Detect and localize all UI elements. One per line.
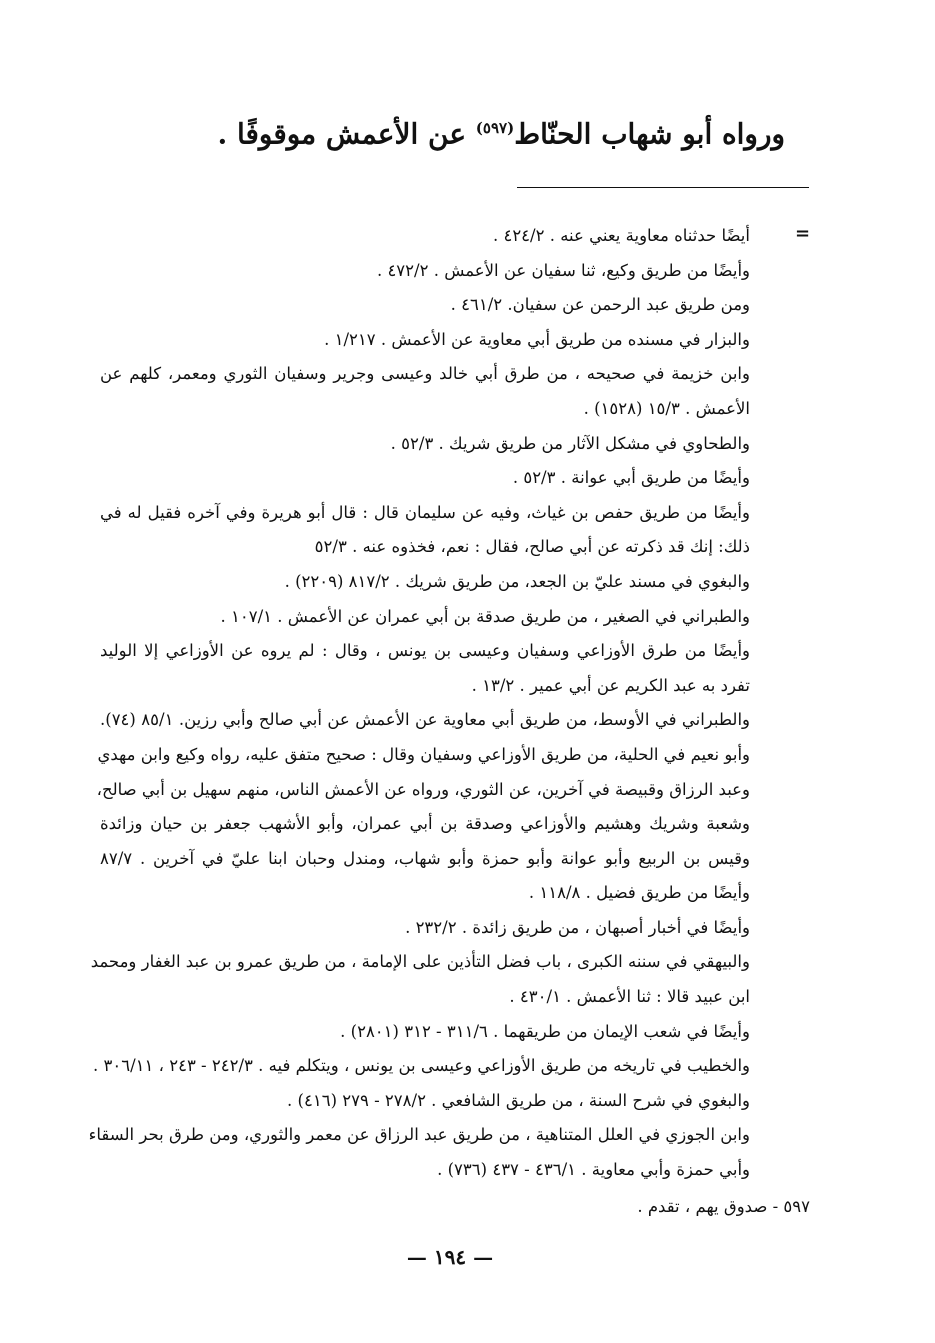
footnote-line: وابن الجوزي في العلل المتناهية ، من طريق عبد الرزاق عن معمر والثوري، ومن طرق بحر السقاء [88, 1125, 750, 1145]
footnote-line: وأبي حمزة وأبي معاوية . ٤٣٦/١ - ٤٣٧ (٧٣٦) . [437, 1160, 750, 1180]
footnote-line: تفرد به عبد الكريم عن أبي عمير . ١٣/٢ . [471, 675, 750, 695]
footnote-line: وأيضًا من طرق الأوزاعي وسفيان وعيسى بن يونس ، وقال : لم يروه عن الأوزاعي إلا الوليد [100, 641, 750, 661]
footnote-line: وقيس بن الربيع وأبو عوانة وأبو حمزة وأبو شهاب، ومندل وحبان ابنا عليّ في آخرين . ٨٧/٧ [100, 848, 750, 868]
footnote-line: وابن خزيمة في صحيحه ، من طرق أبي خالد وعيسى وجرير وسفيان الثوري ومعمر، كلهم عن [100, 364, 750, 384]
footnote-line: وأيضًا من طريق أبي عوانة . ٥٢/٣ . [512, 468, 750, 488]
footnote-597: ٥٩٧ - صدوق يهم ، تقدم . [637, 1197, 810, 1216]
main-text-after: عن الأعمش موقوفًا . [217, 117, 467, 151]
footnote-line: ابن عبيد قالا : ثنا الأعمش . ٤٣٠/١ . [509, 987, 750, 1007]
footnote-line: وأيضًا في أخبار أصبهان ، من طريق زائدة . ٢٣٢/٢ . [405, 917, 750, 937]
main-text-line [217, 108, 785, 154]
footnote-line: والخطيب في تاريخه من طريق الأوزاعي وعيسى بن يونس ، ويتكلم فيه . ٢٤٢/٣ - ٢٤٣ ، ٣٠٦/١١ . [93, 1056, 750, 1076]
footnote-line: وأيضًا في شعب الإيمان من طريقهما . ٣١١/٦ - ٣١٢ (٢٨٠١) . [340, 1021, 750, 1041]
footnote-line: والبغوي في شرح السنة ، من طريق الشافعي . ٢٧٨/٢ - ٢٧٩ (٤١٦) . [287, 1090, 750, 1110]
footnote-line: وأيضًا من طريق وكيع، ثنا سفيان عن الأعمش . ٤٧٢/٢ . [376, 260, 750, 280]
footnote-line: وعبد الرزاق وقبيصة في آخرين، عن الثوري، ورواه عن الأعمش الناس، منهم سهيل بن أبي صالح، [96, 779, 750, 799]
footnote-line: والطبراني في الأوسط، من طريق أبي معاوية عن الأعمش عن أبي صالح وأبي رزين. ٨٥/١ (٧٤). [100, 710, 750, 730]
footnote-line: والبغوي في مسند عليّ بن الجعد، من طريق شريك . ٨١٧/٢ (٢٢٠٩) . [284, 571, 750, 591]
footnote-reference: (٥٩٧) [475, 119, 515, 137]
footnote-line: أيضًا حدثناه معاوية يعني عنه . ٤٢٤/٢ . [492, 226, 750, 245]
footnote-block [88, 219, 750, 1188]
footnote-line: وشعبة وشريك وهشيم والأوزاعي وصدقة بن أبي عمران، وأبو الأشهب جعفر بن حيان وزائدة [100, 814, 750, 834]
footnote-line: والطبراني في الصغير ، من طريق صدقة بن أبي عمران عن الأعمش . ١٠٧/١ . [220, 606, 750, 626]
footnote-line: الأعمش . ١٥/٣ (١٥٢٨) . [583, 398, 750, 418]
main-text-before: ورواه أبو شهاب الحنّاط [514, 117, 785, 151]
footnote-separator [517, 187, 809, 188]
footnote-line: ومن طريق عبد الرحمن عن سفيان. ٤٦١/٢ . [450, 295, 750, 315]
footnote-line: ذلك: إنك قد ذكرته عن أبي صالح، فقال : نعم، فخذوه عنه . ٥٢/٣ [314, 537, 750, 557]
footnote-line: وأبو نعيم في الحلية، من طريق الأوزاعي وسفيان وقال : صحيح متفق عليه، رواه وكيع وابن مهدي [97, 744, 750, 764]
footnote-line: والبيهقي في سننه الكبرى ، باب فضل التأذين على الإمامة ، من طريق عمرو بن عبد الغفار ومحمد [90, 952, 750, 972]
footnote-line: وأيضًا من طريق حفص بن غياث، وفيه عن سليمان قال : قال أبو هريرة وفي آخره فقيل له في [100, 502, 750, 522]
page-number: — ١٩٤ — [406, 1245, 494, 1269]
footnote-line: والطحاوي في مشكل الآثار من طريق شريك . ٥٢/٣ . [390, 433, 750, 453]
footnote-line: والبزار في مسنده من طريق أبي معاوية عن الأعمش . ١/٢١٧ . [324, 329, 750, 349]
footnote-line: وأيضًا من طريق فضيل . ١١٨/٨ . [528, 883, 750, 903]
continuation-mark: = [795, 223, 811, 244]
